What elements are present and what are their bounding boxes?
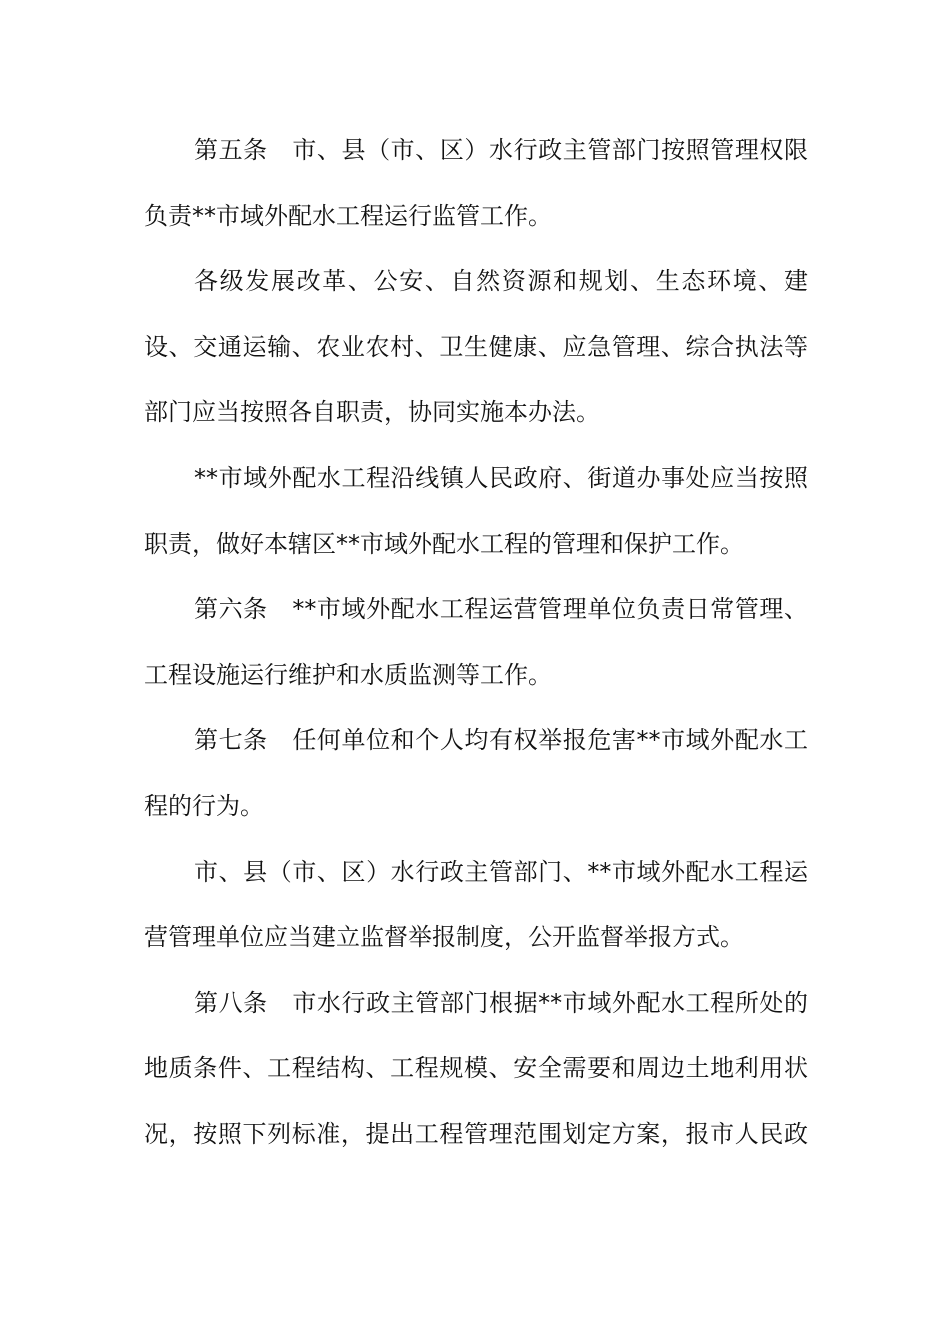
- paragraph-reporting-system: [144, 840, 808, 971]
- text-line: 负责**市域外配水工程运行监管工作。: [144, 201, 552, 230]
- text-line: 第六条 **市域外配水工程运营管理单位负责日常管理、: [194, 595, 808, 624]
- text-line: 第八条 市水行政主管部门根据**市域外配水工程所处的: [194, 988, 808, 1017]
- text-line: 地质条件、工程结构、工程规模、安全需要和周边土地利用状: [144, 1054, 808, 1083]
- text-line: 程的行为。: [144, 791, 264, 820]
- text-line: 各级发展改革、公安、自然资源和规划、生态环境、建: [194, 267, 808, 296]
- text-line: 设、交通运输、农业农村、卫生健康、应急管理、综合执法等: [144, 332, 808, 361]
- text-line: 营管理单位应当建立监督举报制度，公开监督举报方式。: [144, 923, 744, 952]
- text-line: 第五条 市、县（市、区）水行政主管部门按照管理权限: [194, 136, 808, 164]
- text-line: **市域外配水工程沿线镇人民政府、街道办事处应当按照: [194, 463, 808, 492]
- paragraph-article-7: [144, 708, 808, 839]
- text-line: 工程设施运行维护和水质监测等工作。: [144, 660, 552, 689]
- text-line: 第七条 任何单位和个人均有权举报危害**市域外配水工: [194, 726, 808, 755]
- document-body: [144, 118, 808, 1168]
- paragraph-departments: [144, 249, 808, 446]
- text-line: 部门应当按照各自职责，协同实施本办法。: [144, 398, 600, 427]
- paragraph-article-6: [144, 577, 808, 708]
- text-line: 况，按照下列标准，提出工程管理范围划定方案，报市人民政: [144, 1119, 808, 1148]
- paragraph-towns: [144, 446, 808, 577]
- text-line: 市、县（市、区）水行政主管部门、**市域外配水工程运: [194, 857, 808, 886]
- text-line: 职责，做好本辖区**市域外配水工程的管理和保护工作。: [144, 529, 744, 558]
- paragraph-article-8: [144, 971, 808, 1168]
- paragraph-article-5: [144, 118, 808, 249]
